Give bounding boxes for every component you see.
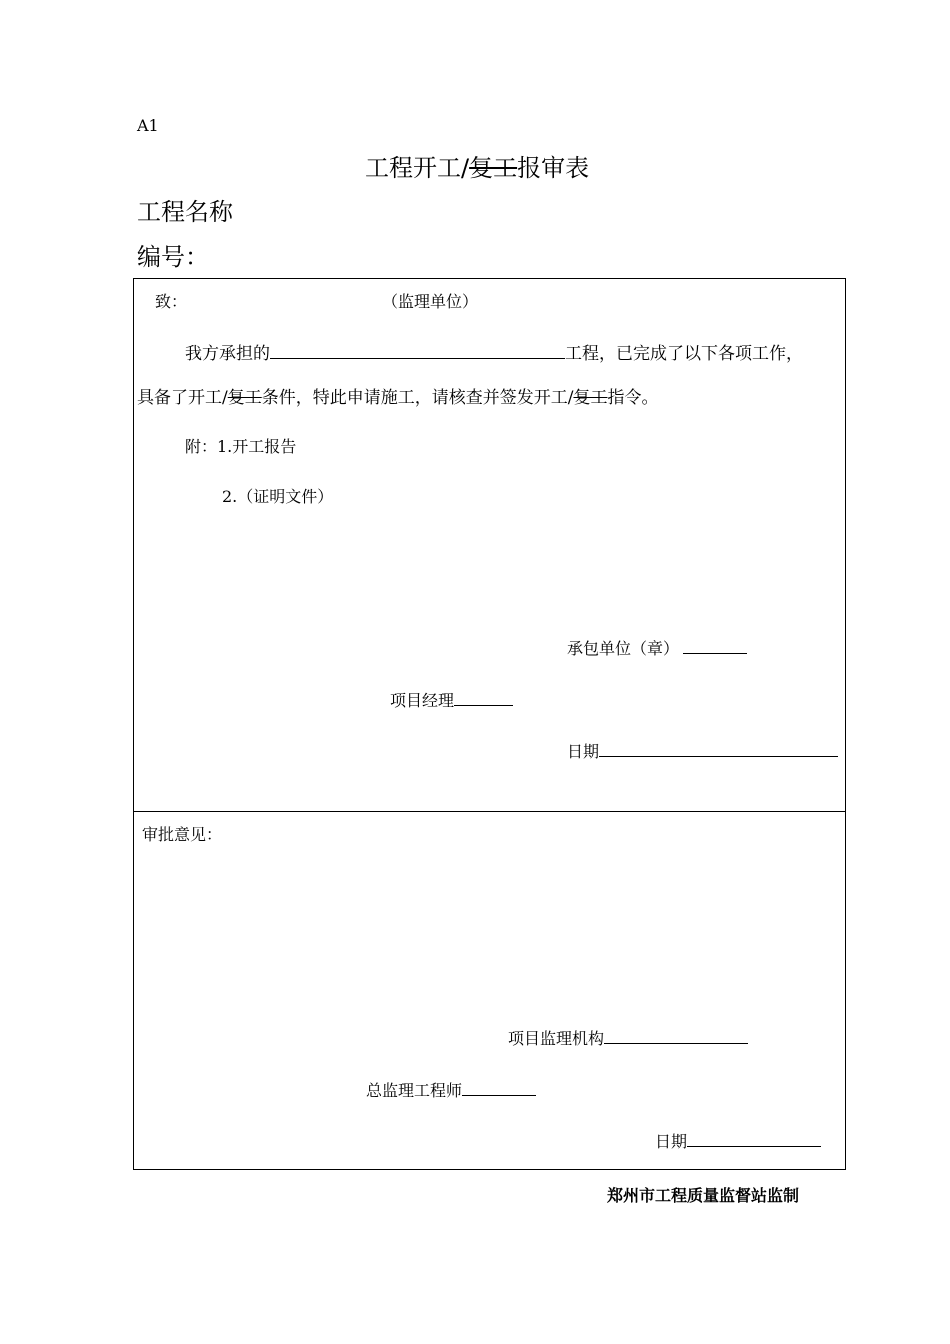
supervisor-unit-hint: （监理单位） bbox=[382, 292, 479, 311]
to-label: 致： bbox=[155, 292, 188, 311]
chief-engineer-label: 总监理工程师 bbox=[366, 1081, 463, 1100]
line2-struck-2: 复工 bbox=[573, 388, 608, 408]
title-struck: 复工 bbox=[469, 154, 518, 182]
chief-engineer-blank[interactable] bbox=[462, 1078, 536, 1096]
supervision-org-blank[interactable] bbox=[604, 1026, 748, 1044]
pm-label: 项目经理 bbox=[390, 691, 455, 710]
application-date-label: 日期 bbox=[567, 742, 600, 761]
opinion-label: 审批意见： bbox=[142, 825, 223, 844]
form-code: A1 bbox=[137, 116, 159, 135]
attachment-2: 2.（证明文件） bbox=[222, 487, 334, 506]
pm-blank[interactable] bbox=[454, 688, 513, 706]
line1-suffix: 工程，已完成了以下各项工作， bbox=[565, 344, 803, 364]
chief-engineer-line bbox=[366, 1078, 536, 1101]
line2-part-b: 条件，特此申请施工，请核查并签发开工/ bbox=[261, 388, 574, 408]
application-date-line bbox=[567, 739, 838, 762]
approval-date-label: 日期 bbox=[655, 1132, 688, 1151]
application-line-1 bbox=[185, 339, 803, 364]
contractor-blank[interactable] bbox=[683, 636, 747, 654]
supervision-org-label: 项目监理机构 bbox=[508, 1029, 605, 1048]
line2-part-c: 指令。 bbox=[607, 388, 659, 408]
contractor-line bbox=[567, 636, 747, 659]
contractor-label: 承包单位（章） bbox=[567, 639, 680, 658]
approval-date-line bbox=[655, 1129, 821, 1152]
line1-prefix: 我方承担的 bbox=[185, 344, 270, 364]
pm-line bbox=[390, 688, 513, 711]
approval-section bbox=[133, 811, 846, 1170]
title-suffix: 报审表 bbox=[517, 154, 590, 182]
line2-part-a: 具备了开工/ bbox=[137, 388, 228, 408]
project-name-label: 工程名称 bbox=[137, 198, 233, 226]
application-date-blank[interactable] bbox=[599, 739, 838, 757]
approval-date-blank[interactable] bbox=[687, 1129, 821, 1147]
supervision-org-line bbox=[508, 1026, 748, 1049]
project-name-blank[interactable] bbox=[270, 340, 565, 359]
application-line-2 bbox=[137, 383, 658, 408]
number-label: 编号： bbox=[137, 243, 209, 271]
attachment-1: 附：1.开工报告 bbox=[185, 437, 297, 456]
title-prefix: 工程开工/ bbox=[365, 154, 470, 182]
footer-issuer: 郑州市工程质量监督站监制 bbox=[607, 1186, 800, 1205]
line2-struck-1: 复工 bbox=[227, 388, 262, 408]
page-title bbox=[365, 148, 589, 183]
